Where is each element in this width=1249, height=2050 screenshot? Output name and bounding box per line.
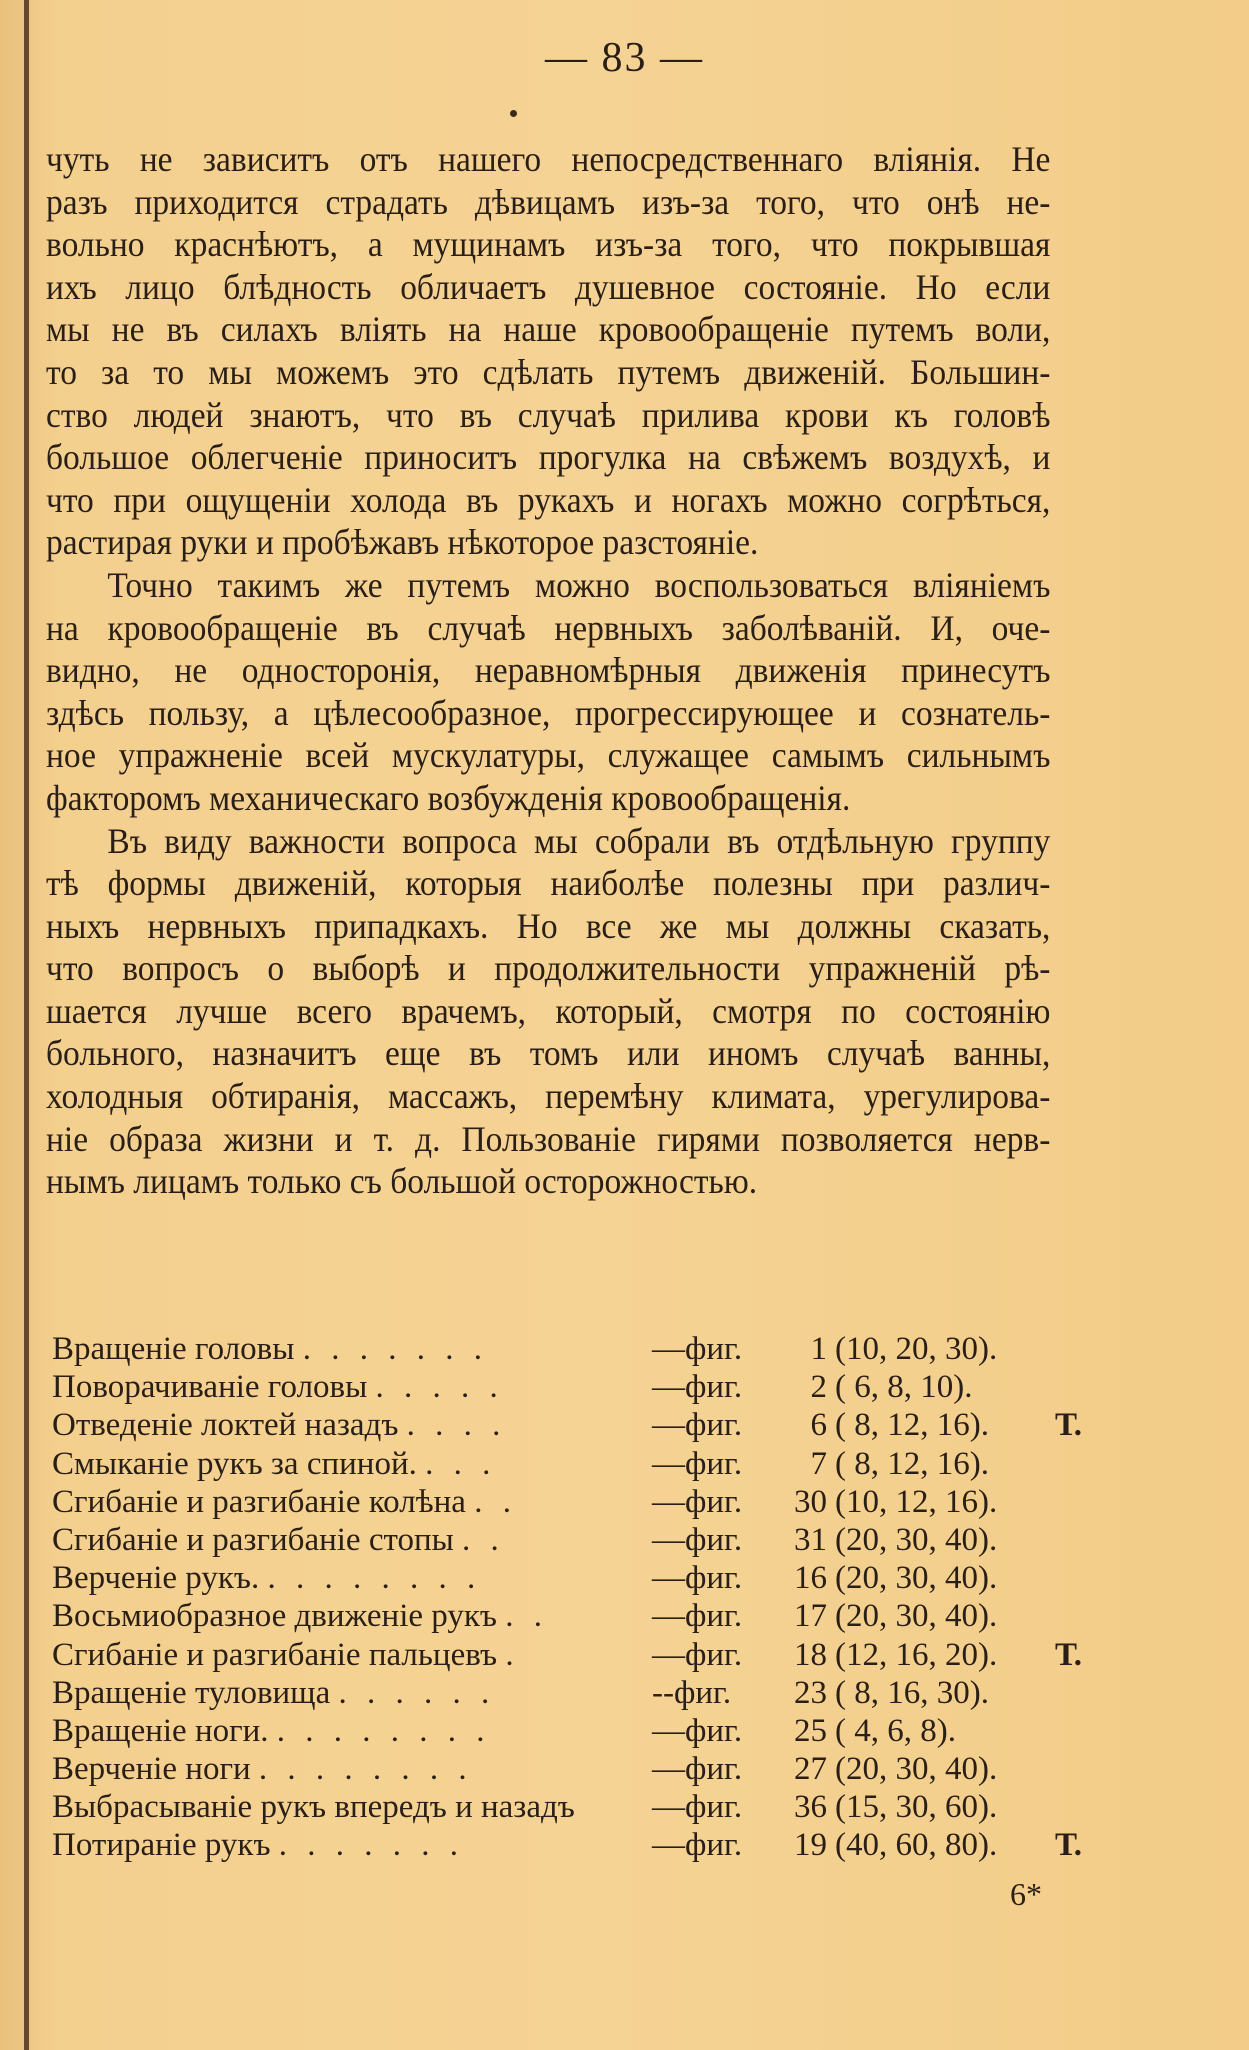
text-line: нымъ лицамъ только съ большой осторожностью.	[46, 1161, 758, 1202]
exercise-row	[52, 1597, 1172, 1635]
dot-leader: . . .	[425, 1445, 497, 1482]
figure-label: —фиг.	[652, 1560, 743, 1597]
signature-mark: 6*	[1010, 1876, 1042, 1912]
figure-label: —фиг.	[652, 1483, 743, 1520]
figure-number: 31	[794, 1521, 827, 1558]
exercise-name: Отведеніе локтей назадъ	[52, 1407, 399, 1444]
exercise-row	[52, 1330, 1172, 1368]
repetitions: ( 6, 8, 10).	[835, 1369, 973, 1406]
figure-number: 7	[810, 1445, 827, 1482]
exercise-row	[52, 1712, 1172, 1750]
figure-label: —фиг.	[652, 1598, 743, 1635]
weight-mark: Т.	[1055, 1827, 1082, 1864]
dot-leader: . . . . . . . .	[276, 1712, 491, 1749]
weight-mark: Т.	[1055, 1407, 1082, 1444]
dot-leader: . .	[462, 1521, 505, 1558]
figure-label: —фиг.	[652, 1445, 743, 1482]
body-text	[46, 138, 1050, 1203]
text-line: вольно краснѣютъ, а мущинамъ изъ-за того, что покрывшая	[46, 224, 1051, 265]
exercise-name: Выбрасываніе рукъ впередъ и назадъ	[52, 1789, 575, 1826]
exercise-row	[52, 1674, 1172, 1712]
figure-number: 17	[794, 1598, 827, 1635]
text-line: ихъ лицо блѣдность обличаетъ душевное состояніе. Но если	[46, 266, 1051, 307]
text-line: здѣсь пользу, а цѣлесообразное, прогрессирующее и сознатель-	[46, 692, 1051, 733]
exercise-name: Вращеніе головы	[52, 1331, 295, 1367]
dot-leader: .	[505, 1636, 520, 1673]
exercise-name: Сгибаніе и разгибаніе колѣна	[52, 1483, 466, 1520]
repetitions: (20, 30, 40).	[835, 1521, 998, 1558]
repetitions: (20, 30, 40).	[835, 1751, 998, 1788]
exercise-row	[52, 1445, 1172, 1483]
text-line: видно, не односторонія, неравномѣрныя движенія принесутъ	[46, 650, 1051, 691]
exercise-name: Верченіе рукъ.	[52, 1560, 260, 1597]
dot-leader: . . . .	[406, 1407, 507, 1444]
repetitions: (10, 20, 30).	[835, 1331, 998, 1367]
text-line: то за то мы можемъ это сдѣлать путемъ движеній. Большин-	[46, 351, 1051, 392]
text-line: тѣ формы движеній, которыя наиболѣе полезны при различ-	[46, 863, 1051, 904]
dot-leader: . . . . . . . .	[267, 1560, 482, 1597]
text-line: Точно такимъ же путемъ можно воспользоваться вліяніемъ	[107, 564, 1051, 605]
text-line: что при ощущеніи холода въ рукахъ и ногахъ можно согрѣться,	[46, 479, 1051, 520]
figure-label: —фиг.	[652, 1712, 743, 1749]
exercise-row	[52, 1521, 1172, 1559]
text-line: большое облегченіе приноситъ прогулка на свѣжемъ воздухѣ, и	[46, 437, 1051, 478]
repetitions: ( 8, 12, 16).	[835, 1407, 989, 1444]
figure-label: —фиг.	[652, 1789, 743, 1826]
dot-leader: . . . . .	[375, 1369, 504, 1406]
exercise-name: Верченіе ноги	[52, 1751, 251, 1788]
exercise-row	[52, 1826, 1172, 1864]
page-number: — 83 —	[545, 35, 704, 81]
exercise-name: Вращеніе туловища	[52, 1674, 331, 1711]
exercise-row	[52, 1368, 1172, 1406]
paragraph	[46, 820, 1050, 1203]
text-line: факторомъ механическаго возбужденія кровообращенія.	[46, 777, 851, 818]
exercise-row	[52, 1636, 1172, 1674]
text-line: больного, назначитъ еще въ томъ или иномъ случаѣ ванны,	[46, 1033, 1051, 1074]
figure-label: —фиг.	[652, 1751, 743, 1788]
figure-number: 16	[794, 1560, 827, 1597]
text-line: ное упражненіе всей мускулатуры, служащее самымъ сильнымъ	[46, 735, 1051, 776]
dot-leader: . .	[474, 1483, 517, 1520]
repetitions: (40, 60, 80).	[835, 1827, 998, 1864]
exercise-list	[52, 1330, 1172, 1865]
repetitions: ( 4, 6, 8).	[835, 1712, 956, 1749]
ink-dot	[510, 110, 517, 117]
paragraph	[46, 564, 1050, 820]
dot-leader: . . . . . .	[338, 1674, 496, 1711]
figure-number: 6	[810, 1407, 827, 1444]
figure-label: —фиг.	[652, 1827, 743, 1864]
figure-number: 2	[810, 1369, 827, 1406]
figure-number: 30	[794, 1483, 827, 1520]
text-line: чуть не зависитъ отъ нашего непосредственнаго вліянія. Не	[46, 139, 1051, 179]
text-line: разъ приходится страдать дѣвицамъ изъ-за того, что онѣ не-	[46, 181, 1051, 222]
exercise-name: Вращеніе ноги.	[52, 1712, 269, 1749]
dot-leader: . .	[505, 1598, 548, 1635]
text-line: ныхъ нервныхъ припадкахъ. Но все же мы должны сказать,	[46, 905, 1051, 946]
exercise-name: Сгибаніе и разгибаніе пальцевъ	[52, 1636, 498, 1673]
exercise-row	[52, 1406, 1172, 1444]
exercise-row	[52, 1559, 1172, 1597]
figure-number: 36	[794, 1789, 827, 1826]
repetitions: (10, 12, 16).	[835, 1483, 998, 1520]
dot-leader: . . . . . . .	[278, 1827, 465, 1864]
text-line: холодныя обтиранія, массажъ, перемѣну климата, урегулирова-	[46, 1076, 1051, 1117]
figure-number: 19	[794, 1827, 827, 1864]
repetitions: ( 8, 16, 30).	[835, 1674, 989, 1711]
figure-label: —фиг.	[652, 1369, 743, 1406]
paragraph	[46, 138, 1050, 564]
repetitions: (15, 30, 60).	[835, 1789, 998, 1826]
exercise-row	[52, 1483, 1172, 1521]
figure-number: 18	[794, 1636, 827, 1673]
exercise-row	[52, 1750, 1172, 1788]
repetitions: (12, 16, 20).	[835, 1636, 998, 1673]
exercise-name: Потираніе рукъ	[52, 1827, 271, 1864]
exercise-name: Восьмиобразное движеніе рукъ	[52, 1598, 497, 1635]
text-line: ніе образа жизни и т. д. Пользованіе гирями позволяется нерв-	[46, 1118, 1051, 1159]
figure-label: --фиг.	[652, 1674, 732, 1711]
figure-number: 25	[794, 1712, 827, 1749]
figure-number: 1	[810, 1331, 827, 1367]
text-line: мы не въ силахъ влiять на наше кровообращеніе путемъ воли,	[46, 309, 1051, 350]
exercise-name: Поворачиваніе головы	[52, 1369, 368, 1406]
exercise-name: Сгибаніе и разгибаніе стопы	[52, 1521, 454, 1558]
page-spine-edge	[24, 0, 29, 2050]
text-line: ство людей знаютъ, что въ случаѣ прилива крови къ головѣ	[46, 394, 1051, 435]
figure-number: 27	[794, 1751, 827, 1788]
dot-leader: . . . . . . . .	[258, 1751, 473, 1788]
text-line: шается лучше всего врачемъ, который, смотря по состоянію	[46, 990, 1051, 1031]
repetitions: (20, 30, 40).	[835, 1560, 998, 1597]
figure-number: 23	[794, 1674, 827, 1711]
figure-label: —фиг.	[652, 1636, 743, 1673]
weight-mark: Т.	[1055, 1636, 1082, 1673]
exercise-row	[52, 1788, 1172, 1826]
figure-label: —фиг.	[652, 1331, 743, 1367]
text-line: растирая руки и пробѣжавъ нѣкоторое разстояніе.	[46, 522, 759, 563]
text-line: что вопросъ о выборѣ и продолжительности упражненій рѣ-	[46, 948, 1051, 989]
text-line: Въ виду важности вопроса мы собрали въ отдѣльную группу	[107, 820, 1051, 861]
repetitions: ( 8, 12, 16).	[835, 1445, 989, 1482]
repetitions: (20, 30, 40).	[835, 1598, 998, 1635]
exercise-name: Смыканіе рукъ за спиной.	[52, 1445, 417, 1482]
figure-label: —фиг.	[652, 1521, 743, 1558]
figure-label: —фиг.	[652, 1407, 743, 1444]
text-line: на кровообращеніе въ случаѣ нервныхъ заболѣваній. И, оче-	[46, 607, 1051, 648]
dot-leader: . . . . . . .	[302, 1331, 488, 1367]
